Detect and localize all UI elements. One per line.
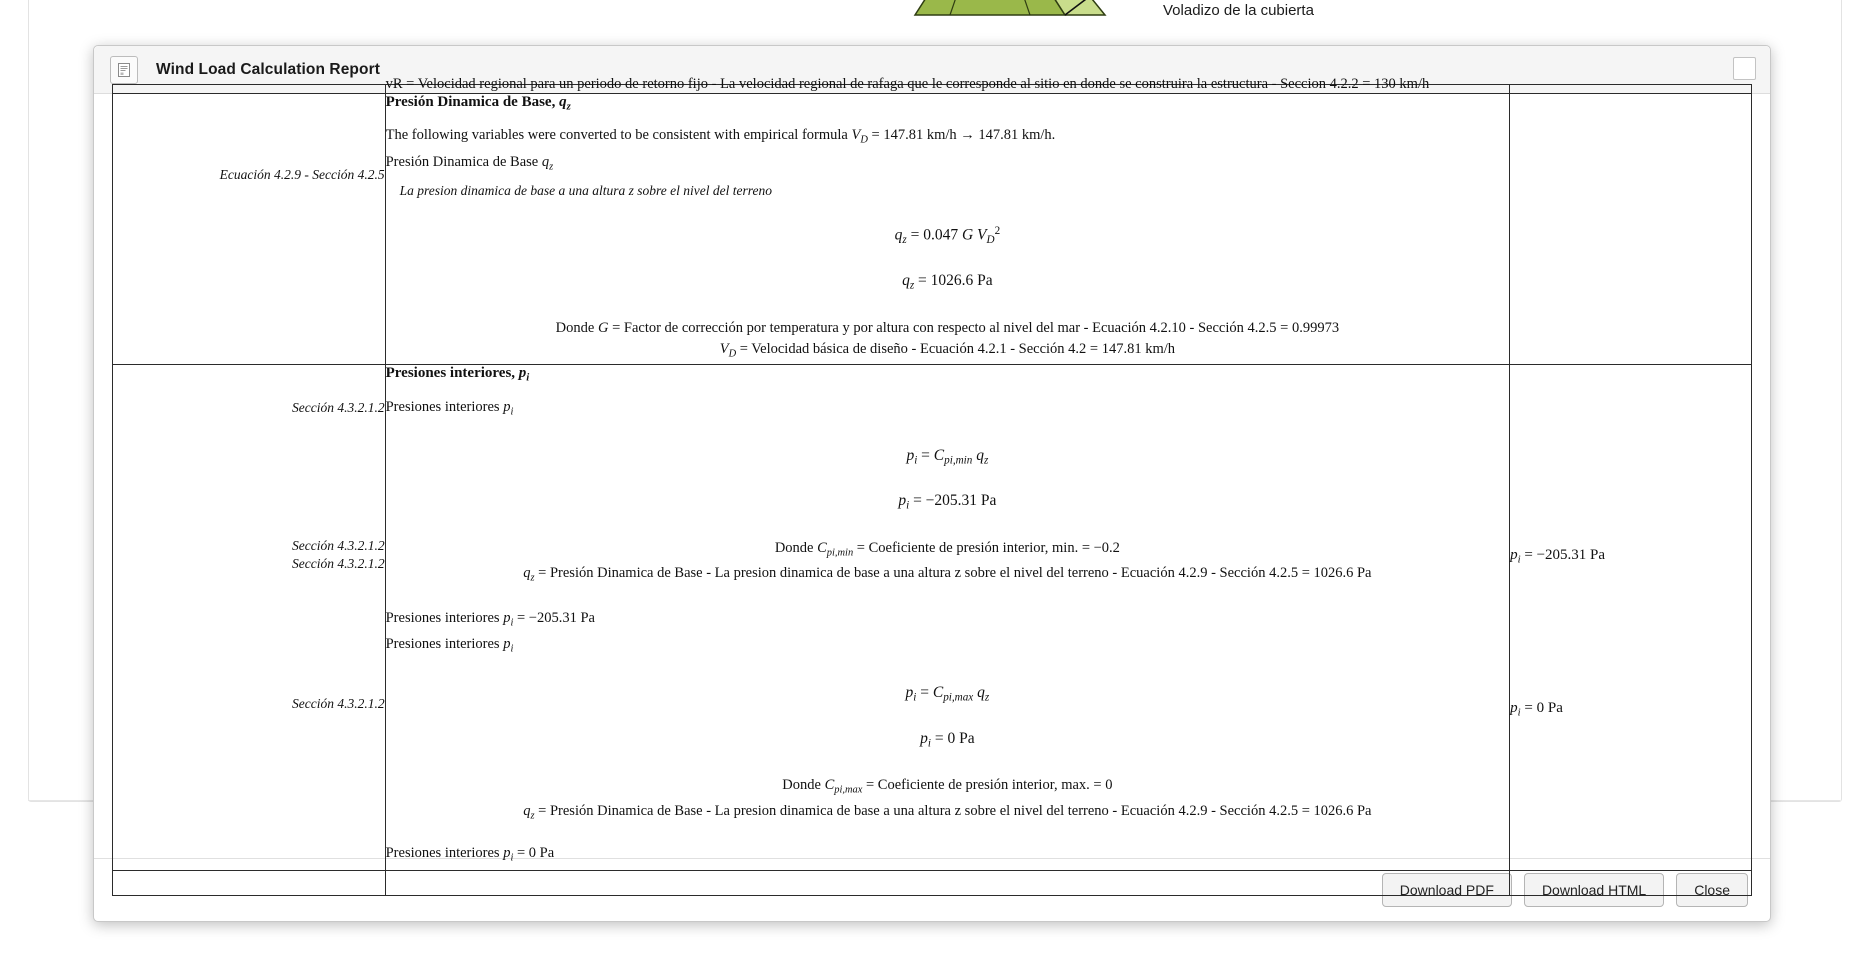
row-content-cell [385, 76, 1510, 94]
where-line: Donde $C_{pi,max}$ = Coeficiente de presión interior, max. = 0 [782, 777, 1113, 796]
row-reference-cell [113, 94, 386, 365]
summary-line: Presiones interiores $p_i = -205.31$ Pa [385, 609, 595, 629]
summary-line: Presiones interiores $p_i = 0$ Pa [385, 845, 555, 864]
formula: $q_z = 0.047$ G $V_D^2$ [894, 225, 1001, 247]
section-title: Presión Dinamica de Base, $q_z$ [385, 94, 571, 113]
row-reference-cell [113, 871, 386, 896]
result-value: $p_i = 0$ Pa [1510, 699, 1563, 719]
conversion-note: The following variables were converted to be consistent with empirical formula $V_D = 147.81$ km/h → 147.81 km/h. [385, 127, 1056, 146]
modal-body [94, 76, 1770, 864]
formula-result: $q_z = 1026.6$ Pa [902, 272, 993, 292]
reference-label: Sección 4.3.2.1.2 [292, 696, 385, 712]
formula: $p_i = C_{pi,min}$ $q_z$ [906, 446, 989, 467]
table-row [113, 85, 1752, 94]
wind-load-report-modal [93, 45, 1771, 922]
where-block [386, 775, 1510, 826]
diagram-callout-label: Voladizo de la cubierta [1163, 2, 1314, 19]
row-reference-cell [113, 365, 386, 871]
variable-line: Presión Dinamica de Base $q_z$ [385, 153, 554, 173]
row-content-cell [385, 365, 1510, 871]
document-report-icon [110, 56, 138, 84]
download-html-button[interactable]: Download HTML [1524, 873, 1664, 907]
close-button[interactable]: Close [1676, 873, 1748, 907]
where-line: $q_z$ = Presión Dinamica de Base - La presion dinamica de base a una altura z sobre el nivel del terreno - Ecuación 4.2.9 - Sección 4.2.5 = 1026.6 Pa [523, 802, 1372, 822]
formula-result: $p_i = 0$ Pa [920, 729, 975, 750]
row-content-cell [385, 871, 1510, 896]
table-row [113, 94, 1752, 365]
report-scroll-area[interactable] [112, 76, 1752, 864]
row-result-cell [1510, 871, 1752, 896]
section-title: Presiones interiores, $p_i$ [385, 365, 530, 384]
modal-title: Wind Load Calculation Report [156, 60, 380, 78]
where-line: Donde G = Factor de corrección por temperatura y por altura con respecto al nivel del mar - Ecuación 4.2.10 - Sección 4.2.5 = 0.99973 [555, 319, 1340, 336]
reference-label: Sección 4.3.2.1.2 [292, 556, 385, 572]
clipped-text-line: vR = Velocidad regional para un periodo de retorno fijo - La velocidad regional de rafaga que le corresponde al sitio en donde se construira la estructura - Seccion 4.2.2 = 130 km/h [385, 76, 1430, 92]
where-block [386, 318, 1510, 364]
table-row [113, 871, 1752, 896]
result-value: $p_i = -205.31$ Pa [1510, 547, 1606, 566]
report-table [112, 76, 1752, 896]
variable-line: Presiones interiores $p_i$ [385, 636, 514, 655]
row-reference-cell [113, 85, 386, 94]
table-row [113, 365, 1752, 871]
definition-note: La presion dinamica de base a una altura z sobre el nivel del terreno [399, 183, 772, 199]
where-line: Donde $C_{pi,min}$ = Coeficiente de presión interior, min. = −0.2 [774, 540, 1120, 559]
row-result-cell [1510, 365, 1752, 871]
window-restore-icon[interactable] [1733, 57, 1756, 80]
row-result-cell [1510, 85, 1752, 94]
row-result-cell [1510, 94, 1752, 365]
where-line: $q_z$ = Presión Dinamica de Base - La presion dinamica de base a una altura z sobre el nivel del terreno - Ecuación 4.2.9 - Sección 4.2.5 = 1026.6 Pa [523, 565, 1372, 584]
reference-label: Sección 4.3.2.1.2 [292, 400, 385, 416]
download-pdf-button[interactable]: Download PDF [1382, 873, 1512, 907]
variable-line: Presiones interiores $p_i$ [385, 398, 514, 417]
where-block [386, 538, 1510, 589]
where-line: $V_D$ = Velocidad básica de diseño - Ecuación 4.2.1 - Sección 4.2 = 147.81 km/h [719, 340, 1176, 360]
roof-diagram [860, 0, 1120, 50]
reference-label: Sección 4.3.2.1.2 [292, 538, 385, 554]
reference-label: Ecuación 4.2.9 - Sección 4.2.5 [219, 167, 385, 182]
formula-result: $p_i = -205.31$ Pa [898, 492, 997, 513]
formula: $p_i = C_{pi,max}$ $q_z$ [905, 684, 990, 704]
row-content-cell [385, 94, 1510, 365]
